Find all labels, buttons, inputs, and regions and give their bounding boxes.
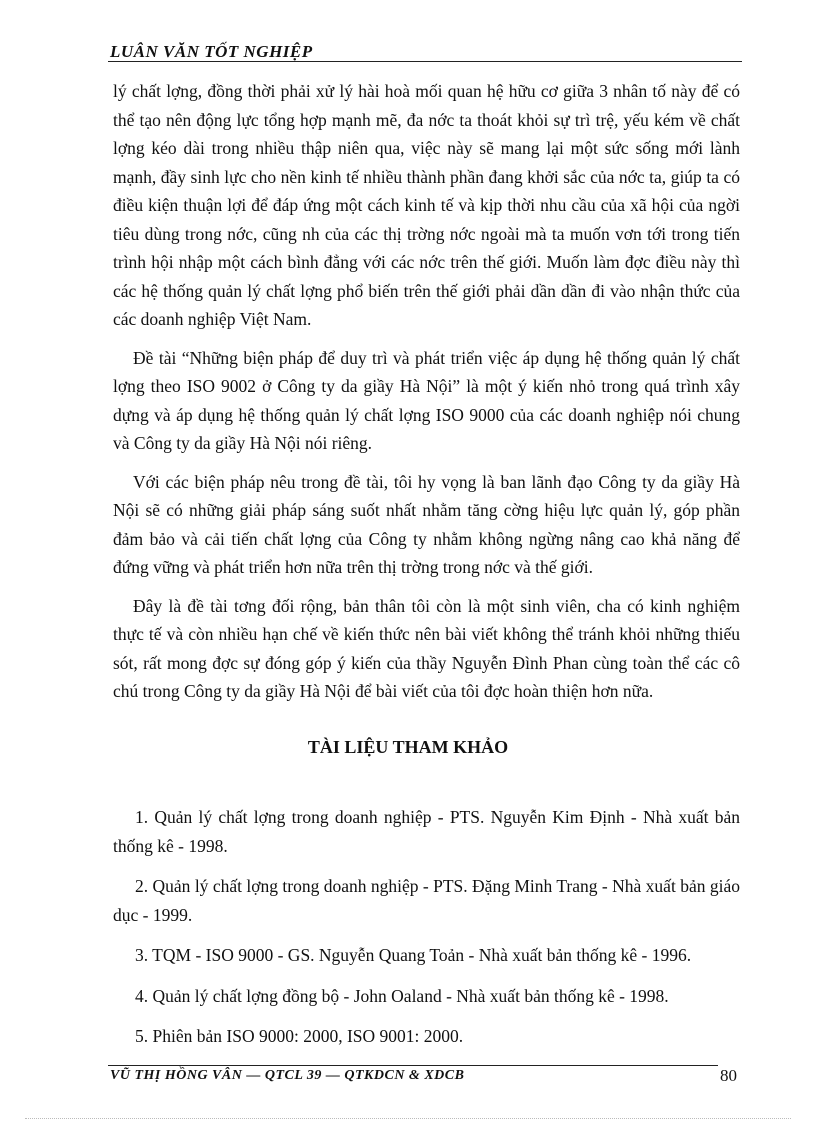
paragraph: lý chất lợng, đồng thời phải xử lý hài hoà mối quan hệ hữu cơ giữa 3 nhân tố này để có thể tạo nên động lực tổng hợp mạnh mẽ, đa nớc ta thoát khỏi sự trì trệ, yếu kém về chất lợng kéo dài trong nhiều thập niên qua, việc này sẽ mang lại một sức sống mới lành mạnh, đầy sinh lực cho nền kinh tế nhiều thành phần đang khởi sắc của nớc ta, giúp ta có điều kiện thuận lợi để đáp ứng một cách kinh tế và kịp thời nhu cầu của xã hội của ngời tiêu dùng trong nớc, cũng nh của các thị trờng nớc ngoài mà ta muốn vơn tới trong tiến trình hội nhập một cách bình đẳng với các nớc trên thế giới. Muốn làm đợc điều này thì các hệ thống quản lý chất lợng phổ biến trên thế giới phải dần dần đi vào nhận thức của các doanh nghiệp Việt Nam. bbox=[113, 81, 740, 329]
body-text bbox=[113, 77, 740, 716]
references-heading: TÀI LIỆU THAM KHẢO bbox=[307, 737, 509, 757]
running-footer-author: VŨ THỊ HỒNG VÂN — QTCL 39 — QTKDCN & XDCB bbox=[110, 1068, 465, 1083]
paragraph: Với các biện pháp nêu trong đề tài, tôi hy vọng là ban lãnh đạo Công ty da giầy Hà Nội sẽ có những giải pháp sáng suốt nhất nhằm tăng cờng hiệu lực quản lý, góp phần đảm bảo và cải tiến chất lợng của Công ty nhằm không ngừng nâng cao khả năng để đứng vững và phát triển hơn nữa trên thị trờng trong nớc và thế giới. bbox=[113, 471, 740, 577]
references-list bbox=[113, 803, 740, 1063]
header-rule bbox=[108, 61, 742, 62]
reference-item: 3. TQM - ISO 9000 - GS. Nguyễn Quang Toản - Nhà xuất bản thống kê - 1996. bbox=[135, 945, 692, 965]
reference-item: 4. Quản lý chất lợng đồng bộ - John Oaland - Nhà xuất bản thống kê - 1998. bbox=[135, 985, 669, 1006]
page-edge-divider bbox=[25, 1118, 791, 1119]
reference-item: 1. Quản lý chất lợng trong doanh nghiệp - PTS. Nguyễn Kim Định - Nhà xuất bản thống kê - 1998. bbox=[113, 807, 740, 856]
reference-item: 2. Quản lý chất lợng trong doanh nghiệp - PTS. Đặng Minh Trang - Nhà xuất bản giáo dục - 1999. bbox=[113, 876, 740, 925]
paragraph: Đây là đề tài tơng đối rộng, bản thân tôi còn là một sinh viên, cha có kinh nghiệm thực tế và còn nhiều hạn chế về kiến thức nên bài viết không thể tránh khỏi những thiếu sót, rất mong đợc sự đóng góp ý kiến của thầy Nguyễn Đình Phan cùng toàn thể các cô chú trong Công ty da giầy Hà Nội để bài viết của tôi đợc hoàn thiện hơn nữa. bbox=[113, 595, 740, 701]
running-header-title: LUÂN VĂN TỐT NGHIỆP bbox=[110, 42, 313, 61]
paragraph: Đề tài “Những biện pháp để duy trì và phát triển việc áp dụng hệ thống quản lý chất lợng theo ISO 9002 ở Công ty da giầy Hà Nội” là một ý kiến nhỏ trong quá trình xây dựng và áp dụng hệ thống quản lý chất lợng ISO 9000 của các doanh nghiệp nói chung và Công ty da giầy Hà Nội nói riêng. bbox=[113, 347, 740, 453]
page-number: 80 bbox=[720, 1066, 737, 1085]
footer-rule bbox=[108, 1065, 718, 1066]
reference-item: 5. Phiên bản ISO 9000: 2000, ISO 9001: 2000. bbox=[135, 1026, 464, 1046]
